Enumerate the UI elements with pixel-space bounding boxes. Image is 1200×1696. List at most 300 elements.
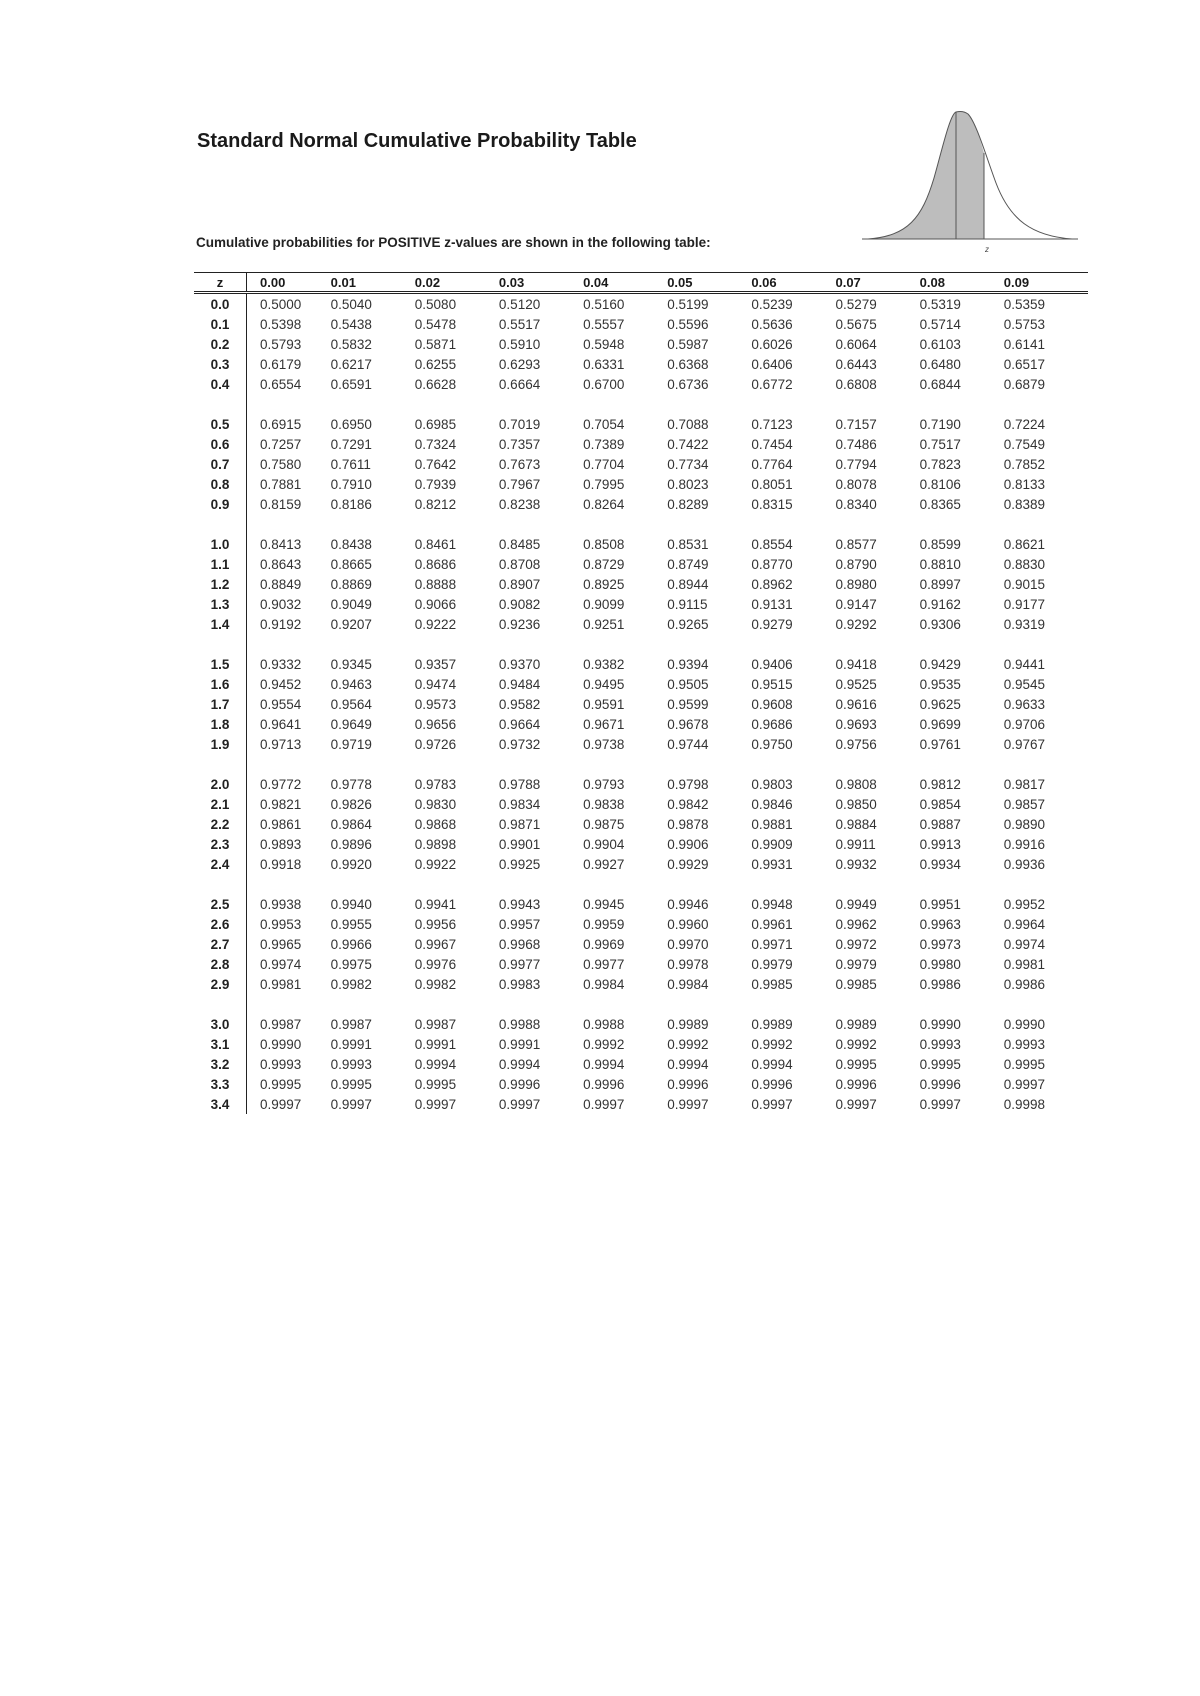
probability-cell: 0.7019 [498, 416, 541, 432]
z-value-cell: 0.2 [194, 334, 247, 354]
probability-cell: 0.5040 [330, 296, 372, 312]
probability-cell: 0.9985 [751, 976, 793, 992]
probability-cell: 0.7454 [751, 436, 793, 452]
probability-cell: 0.9429 [919, 656, 961, 672]
probability-cell: 0.9649 [330, 716, 372, 732]
probability-cell: 0.8078 [835, 476, 877, 492]
z-value-cell: 0.8 [194, 474, 247, 494]
probability-cell: 0.7486 [835, 436, 877, 452]
z-value-cell: 2.4 [194, 854, 247, 874]
probability-cell: 0.9948 [751, 896, 793, 912]
probability-cell: 0.9838 [583, 796, 625, 812]
table-row [194, 814, 1088, 834]
probability-cell: 0.9929 [667, 856, 709, 872]
probability-cell: 0.9957 [498, 916, 541, 932]
probability-cell: 0.9951 [919, 896, 961, 912]
probability-cell: 0.9974 [1003, 936, 1046, 952]
table-row [194, 714, 1088, 734]
probability-cell: 0.9934 [919, 856, 961, 872]
probability-cell: 0.9961 [751, 916, 793, 932]
probability-cell: 0.8389 [1003, 496, 1046, 512]
probability-cell: 0.9997 [330, 1096, 372, 1112]
probability-cell: 0.9452 [260, 676, 302, 692]
probability-cell: 0.9987 [330, 1016, 372, 1032]
probability-cell: 0.8849 [260, 576, 302, 592]
probability-cell: 0.9525 [835, 676, 877, 692]
probability-cell: 0.9988 [583, 1016, 625, 1032]
probability-cell: 0.6985 [414, 416, 457, 432]
probability-cell: 0.6255 [414, 356, 457, 372]
probability-cell: 0.9994 [498, 1056, 541, 1072]
probability-cell: 0.9963 [919, 916, 961, 932]
probability-cell: 0.9906 [667, 836, 709, 852]
probability-cell: 0.9988 [498, 1016, 541, 1032]
table-row [194, 474, 1088, 494]
probability-cell: 0.9162 [919, 596, 961, 612]
probability-cell: 0.8106 [919, 476, 961, 492]
probability-cell: 0.9251 [583, 616, 625, 632]
probability-cell: 0.8708 [498, 556, 541, 572]
z-value-cell: 3.1 [194, 1034, 247, 1054]
probability-cell: 0.9719 [330, 736, 372, 752]
z-marker-label: z [985, 245, 989, 254]
probability-cell: 0.6480 [919, 356, 961, 372]
table-row [194, 334, 1088, 354]
probability-cell: 0.9952 [1003, 896, 1046, 912]
z-value-cell: 2.5 [194, 894, 247, 914]
table-row [194, 1014, 1088, 1034]
probability-cell: 0.9959 [583, 916, 625, 932]
probability-cell: 0.9842 [667, 796, 709, 812]
probability-cell: 0.9993 [919, 1036, 961, 1052]
probability-cell: 0.9884 [835, 816, 877, 832]
probability-cell: 0.8621 [1003, 536, 1046, 552]
probability-cell: 0.9931 [751, 856, 793, 872]
probability-cell: 0.6217 [330, 356, 372, 372]
probability-cell: 0.9370 [498, 656, 541, 672]
probability-cell: 0.9564 [330, 696, 372, 712]
probability-cell: 0.9967 [414, 936, 457, 952]
probability-cell: 0.9965 [260, 936, 302, 952]
probability-cell: 0.9738 [583, 736, 625, 752]
probability-cell: 0.9911 [835, 836, 876, 852]
probability-cell: 0.5478 [414, 316, 457, 332]
probability-cell: 0.9505 [667, 676, 709, 692]
probability-cell: 0.5675 [835, 316, 877, 332]
probability-cell: 0.5753 [1003, 316, 1046, 332]
probability-cell: 0.9996 [835, 1076, 877, 1092]
probability-cell: 0.6736 [667, 376, 709, 392]
group-spacer [194, 514, 1088, 534]
probability-cell: 0.9664 [498, 716, 541, 732]
z-value-cell: 1.3 [194, 594, 247, 614]
table-row [194, 414, 1088, 434]
probability-cell: 0.9970 [667, 936, 709, 952]
table-row [194, 774, 1088, 794]
probability-cell: 0.9901 [498, 836, 541, 852]
probability-cell: 0.5517 [498, 316, 541, 332]
probability-cell: 0.8790 [835, 556, 877, 572]
probability-cell: 0.6443 [835, 356, 877, 372]
probability-cell: 0.7190 [919, 416, 961, 432]
probability-cell: 0.9960 [667, 916, 709, 932]
probability-cell: 0.9989 [751, 1016, 793, 1032]
probability-cell: 0.9969 [583, 936, 625, 952]
table-body [194, 293, 1088, 1115]
probability-cell: 0.8264 [583, 496, 625, 512]
z-value-cell: 2.7 [194, 934, 247, 954]
probability-cell: 0.9382 [583, 656, 625, 672]
probability-cell: 0.9535 [919, 676, 961, 692]
probability-cell: 0.6879 [1003, 376, 1046, 392]
probability-cell: 0.9962 [835, 916, 877, 932]
probability-cell: 0.8830 [1003, 556, 1046, 572]
probability-cell: 0.8962 [751, 576, 793, 592]
table-row [194, 594, 1088, 614]
table-row [194, 1034, 1088, 1054]
probability-cell: 0.9222 [414, 616, 457, 632]
z-value-cell: 3.2 [194, 1054, 247, 1074]
probability-cell: 0.9997 [667, 1096, 709, 1112]
probability-cell: 0.9990 [260, 1036, 302, 1052]
probability-cell: 0.9995 [414, 1076, 457, 1092]
probability-cell: 0.9846 [751, 796, 793, 812]
probability-cell: 0.9916 [1003, 836, 1046, 852]
table-row [194, 534, 1088, 554]
probability-cell: 0.9979 [751, 956, 793, 972]
probability-cell: 0.9625 [919, 696, 961, 712]
z-value-cell: 2.1 [194, 794, 247, 814]
probability-cell: 0.9936 [1003, 856, 1046, 872]
probability-cell: 0.9925 [498, 856, 541, 872]
probability-cell: 0.9803 [751, 776, 793, 792]
probability-cell: 0.7673 [498, 456, 541, 472]
probability-cell: 0.6915 [260, 416, 302, 432]
probability-cell: 0.9357 [414, 656, 457, 672]
probability-cell: 0.6179 [260, 356, 302, 372]
probability-cell: 0.9015 [1003, 576, 1046, 592]
z-value-cell: 1.6 [194, 674, 247, 694]
probability-cell: 0.9693 [835, 716, 877, 732]
table-row [194, 293, 1088, 315]
probability-cell: 0.9997 [260, 1096, 302, 1112]
probability-cell: 0.9641 [260, 716, 302, 732]
probability-cell: 0.9975 [330, 956, 372, 972]
probability-cell: 0.5398 [260, 316, 302, 332]
probability-cell: 0.9996 [751, 1076, 793, 1092]
probability-cell: 0.9788 [498, 776, 541, 792]
z-table-container [194, 272, 1088, 1114]
z-value-cell: 2.3 [194, 834, 247, 854]
column-header: 0.02 [415, 273, 499, 293]
probability-cell: 0.9608 [751, 696, 793, 712]
probability-cell: 0.9994 [667, 1056, 709, 1072]
probability-cell: 0.9131 [751, 596, 793, 612]
probability-cell: 0.7257 [260, 436, 302, 452]
probability-cell: 0.9192 [260, 616, 302, 632]
probability-cell: 0.9678 [667, 716, 709, 732]
probability-cell: 0.7123 [751, 416, 793, 432]
probability-cell: 0.9997 [835, 1096, 877, 1112]
probability-cell: 0.9756 [835, 736, 877, 752]
probability-cell: 0.8907 [498, 576, 541, 592]
probability-cell: 0.9997 [751, 1096, 793, 1112]
z-value-cell: 1.7 [194, 694, 247, 714]
probability-cell: 0.8133 [1003, 476, 1046, 492]
probability-cell: 0.9798 [667, 776, 709, 792]
probability-cell: 0.9236 [498, 616, 541, 632]
probability-cell: 0.9977 [583, 956, 625, 972]
probability-cell: 0.6141 [1003, 336, 1046, 352]
group-spacer [194, 994, 1088, 1014]
probability-cell: 0.9941 [414, 896, 457, 912]
probability-cell: 0.8888 [414, 576, 457, 592]
probability-cell: 0.8365 [919, 496, 961, 512]
probability-cell: 0.9834 [498, 796, 541, 812]
probability-cell: 0.9484 [498, 676, 541, 692]
z-value-cell: 2.8 [194, 954, 247, 974]
probability-cell: 0.8315 [751, 496, 793, 512]
probability-cell: 0.9279 [751, 616, 793, 632]
probability-cell: 0.9495 [583, 676, 625, 692]
probability-cell: 0.9997 [498, 1096, 541, 1112]
group-spacer [194, 634, 1088, 654]
probability-cell: 0.9896 [330, 836, 372, 852]
probability-cell: 0.9616 [835, 696, 877, 712]
z-value-cell: 1.1 [194, 554, 247, 574]
probability-cell: 0.6331 [583, 356, 625, 372]
table-row [194, 734, 1088, 754]
probability-cell: 0.9394 [667, 656, 709, 672]
probability-cell: 0.9991 [498, 1036, 541, 1052]
probability-cell: 0.9976 [414, 956, 457, 972]
probability-cell: 0.8413 [260, 536, 302, 552]
table-row [194, 554, 1088, 574]
probability-cell: 0.9671 [583, 716, 625, 732]
page-title: Standard Normal Cumulative Probability Table [197, 130, 637, 152]
probability-cell: 0.9265 [667, 616, 709, 632]
probability-cell: 0.9099 [583, 596, 625, 612]
probability-cell: 0.9463 [330, 676, 372, 692]
probability-cell: 0.8686 [414, 556, 457, 572]
probability-cell: 0.9515 [751, 676, 793, 692]
probability-cell: 0.7611 [330, 456, 371, 472]
z-value-cell: 0.4 [194, 374, 247, 394]
probability-cell: 0.7939 [414, 476, 457, 492]
probability-cell: 0.9893 [260, 836, 302, 852]
probability-cell: 0.9991 [414, 1036, 457, 1052]
probability-cell: 0.9995 [260, 1076, 302, 1092]
table-row [194, 914, 1088, 934]
probability-cell: 0.9996 [583, 1076, 625, 1092]
probability-cell: 0.9945 [583, 896, 625, 912]
probability-cell: 0.8810 [919, 556, 961, 572]
probability-cell: 0.9949 [835, 896, 877, 912]
probability-cell: 0.9994 [751, 1056, 793, 1072]
probability-cell: 0.9909 [751, 836, 793, 852]
probability-cell: 0.9868 [414, 816, 457, 832]
probability-cell: 0.9861 [260, 816, 302, 832]
probability-cell: 0.9850 [835, 796, 877, 812]
probability-cell: 0.7764 [751, 456, 793, 472]
probability-cell: 0.9987 [260, 1016, 302, 1032]
probability-cell: 0.5120 [498, 296, 541, 312]
probability-cell: 0.9990 [1003, 1016, 1046, 1032]
probability-cell: 0.7422 [667, 436, 709, 452]
probability-cell: 0.9973 [919, 936, 961, 952]
probability-cell: 0.9207 [330, 616, 372, 632]
z-value-cell: 1.9 [194, 734, 247, 754]
probability-cell: 0.9993 [1003, 1036, 1046, 1052]
probability-cell: 0.6772 [751, 376, 793, 392]
probability-cell: 0.9591 [583, 696, 625, 712]
probability-cell: 0.6554 [260, 376, 302, 392]
table-row [194, 974, 1088, 994]
probability-cell: 0.9812 [919, 776, 961, 792]
table-row [194, 654, 1088, 674]
probability-cell: 0.8770 [751, 556, 793, 572]
column-header: 0.06 [751, 273, 835, 293]
probability-cell: 0.6844 [919, 376, 961, 392]
column-header: 0.08 [920, 273, 1004, 293]
probability-cell: 0.8340 [835, 496, 877, 512]
probability-cell: 0.8438 [330, 536, 372, 552]
probability-cell: 0.9995 [1003, 1056, 1046, 1072]
probability-cell: 0.9808 [835, 776, 877, 792]
column-header: 0.03 [499, 273, 583, 293]
probability-cell: 0.7967 [498, 476, 541, 492]
probability-cell: 0.6026 [751, 336, 793, 352]
probability-cell: 0.9984 [667, 976, 709, 992]
column-header: 0.07 [835, 273, 919, 293]
probability-cell: 0.9997 [919, 1096, 961, 1112]
probability-cell: 0.7823 [919, 456, 961, 472]
probability-cell: 0.9993 [330, 1056, 372, 1072]
probability-cell: 0.9881 [751, 816, 793, 832]
probability-cell: 0.5160 [583, 296, 625, 312]
table-row [194, 454, 1088, 474]
probability-cell: 0.9998 [1003, 1096, 1046, 1112]
probability-cell: 0.7580 [260, 456, 302, 472]
probability-cell: 0.9599 [667, 696, 709, 712]
probability-cell: 0.8599 [919, 536, 961, 552]
probability-cell: 0.9744 [667, 736, 709, 752]
z-column-header: z [194, 273, 247, 293]
probability-cell: 0.7224 [1003, 416, 1046, 432]
z-value-cell: 1.2 [194, 574, 247, 594]
group-spacer [194, 394, 1088, 414]
probability-cell: 0.7734 [667, 456, 709, 472]
probability-cell: 0.8577 [835, 536, 877, 552]
probability-cell: 0.5359 [1003, 296, 1046, 312]
probability-cell: 0.8023 [667, 476, 709, 492]
probability-cell: 0.9964 [1003, 916, 1046, 932]
probability-cell: 0.9830 [414, 796, 457, 812]
probability-cell: 0.9699 [919, 716, 961, 732]
probability-cell: 0.9984 [583, 976, 625, 992]
probability-cell: 0.8531 [667, 536, 709, 552]
table-row [194, 694, 1088, 714]
probability-cell: 0.9177 [1003, 596, 1046, 612]
probability-cell: 0.9991 [330, 1036, 372, 1052]
z-value-cell: 0.0 [194, 293, 247, 315]
probability-cell: 0.7910 [330, 476, 372, 492]
probability-cell: 0.9656 [414, 716, 457, 732]
probability-cell: 0.5871 [414, 336, 457, 352]
probability-cell: 0.6293 [498, 356, 541, 372]
probability-cell: 0.9920 [330, 856, 372, 872]
probability-cell: 0.9972 [835, 936, 877, 952]
probability-cell: 0.9441 [1003, 656, 1046, 672]
probability-cell: 0.6664 [498, 376, 541, 392]
probability-cell: 0.5557 [583, 316, 625, 332]
probability-cell: 0.5596 [667, 316, 709, 332]
probability-cell: 0.9793 [583, 776, 625, 792]
column-header: 0.00 [247, 273, 331, 293]
probability-cell: 0.9989 [667, 1016, 709, 1032]
probability-cell: 0.6591 [330, 376, 372, 392]
probability-cell: 0.9726 [414, 736, 457, 752]
probability-cell: 0.9995 [330, 1076, 372, 1092]
probability-cell: 0.7088 [667, 416, 709, 432]
probability-cell: 0.7995 [583, 476, 625, 492]
probability-cell: 0.5987 [667, 336, 709, 352]
probability-cell: 0.9996 [498, 1076, 541, 1092]
probability-cell: 0.9996 [667, 1076, 709, 1092]
probability-cell: 0.5279 [835, 296, 877, 312]
probability-cell: 0.9817 [1003, 776, 1046, 792]
probability-cell: 0.8980 [835, 576, 877, 592]
probability-cell: 0.9332 [260, 656, 302, 672]
probability-cell: 0.9918 [260, 856, 302, 872]
probability-cell: 0.5239 [751, 296, 793, 312]
table-row [194, 834, 1088, 854]
table-row [194, 434, 1088, 454]
table-row [194, 314, 1088, 334]
probability-cell: 0.5832 [330, 336, 372, 352]
probability-cell: 0.9904 [583, 836, 625, 852]
probability-cell: 0.5793 [260, 336, 302, 352]
probability-cell: 0.6064 [835, 336, 877, 352]
probability-cell: 0.6700 [583, 376, 625, 392]
probability-cell: 0.9783 [414, 776, 457, 792]
normal-curve-figure [860, 108, 1080, 256]
probability-cell: 0.9978 [667, 956, 709, 972]
probability-cell: 0.6406 [751, 356, 793, 372]
probability-cell: 0.9292 [835, 616, 877, 632]
probability-cell: 0.9932 [835, 856, 877, 872]
probability-cell: 0.9992 [835, 1036, 877, 1052]
probability-cell: 0.9898 [414, 836, 457, 852]
probability-cell: 0.9686 [751, 716, 793, 732]
probability-cell: 0.9987 [414, 1016, 457, 1032]
probability-cell: 0.9956 [414, 916, 457, 932]
probability-cell: 0.9971 [751, 936, 793, 952]
probability-cell: 0.9968 [498, 936, 541, 952]
probability-cell: 0.9927 [583, 856, 625, 872]
probability-cell: 0.5438 [330, 316, 372, 332]
probability-cell: 0.7157 [835, 416, 877, 432]
table-row [194, 894, 1088, 914]
probability-cell: 0.5948 [583, 336, 625, 352]
probability-cell: 0.9994 [414, 1056, 457, 1072]
probability-cell: 0.9979 [835, 956, 877, 972]
probability-cell: 0.7357 [498, 436, 541, 452]
probability-cell: 0.9750 [751, 736, 793, 752]
probability-cell: 0.9977 [498, 956, 541, 972]
probability-cell: 0.7389 [583, 436, 625, 452]
probability-cell: 0.9545 [1003, 676, 1046, 692]
